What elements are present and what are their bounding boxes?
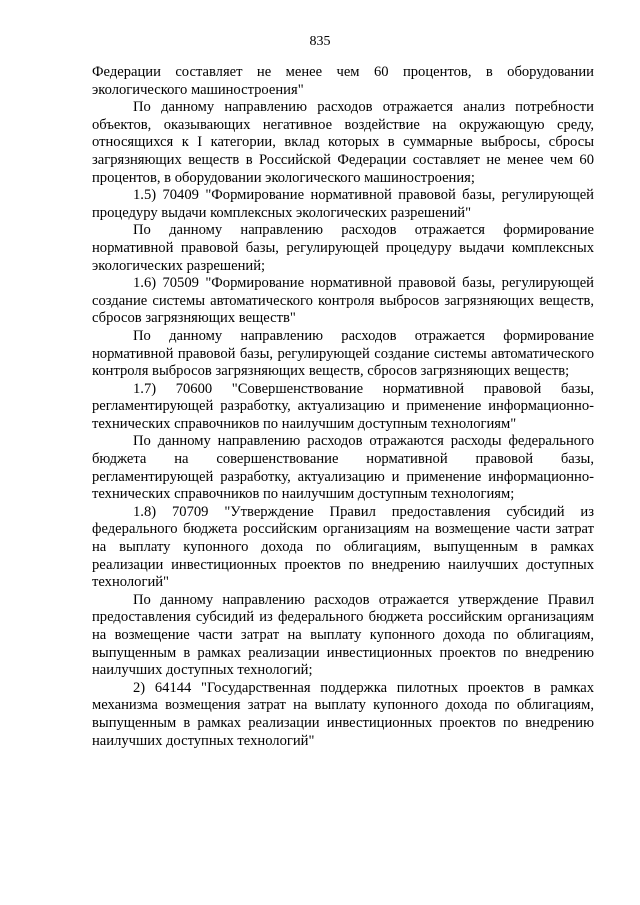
paragraph: По данному направлению расходов отражается утверждение Правил предоставления субсидий из федерального бюджета российским организациям на возмещение части затрат на выплату купонного дохода по облигациям, выпущенным в рамках реализации инвестиционных проектов по внедрению наилучших доступных технологий; xyxy=(92,591,594,679)
page-number: 835 xyxy=(309,34,331,49)
paragraph-item-2: 2) 64144 "Государственная поддержка пилотных проектов в рамках механизма возмещения затрат на выплату купонного дохода по облигациям, выпущенным в рамках реализации инвестиционных проектов по внедрению наилучших доступных технологий" xyxy=(92,679,594,749)
paragraph: По данному направлению расходов отражается формирование нормативной правовой базы, регулирующей создание системы автоматического контроля выбросов загрязняющих веществ, сбросов загрязняющих веществ; xyxy=(92,327,594,380)
paragraph: По данному направлению расходов отражается формирование нормативной правовой базы, регулирующей процедуру выдачи комплексных экологических разрешений; xyxy=(92,222,594,274)
paragraph-item-1-7: 1.7) 70600 "Совершенствование нормативной правовой базы, регламентирующей разработку, актуализацию и применение информационно-технических справочников по наилучшим доступным технологиям" xyxy=(92,380,594,432)
paragraph-item-1-6: 1.6) 70509 "Формирование нормативной правовой базы, регулирующей создание системы автоматического контроля выбросов загрязняющих веществ, сбросов загрязняющих веществ" xyxy=(92,275,594,327)
paragraph: По данному направлению расходов отражается анализ потребности объектов, оказывающих негативное воздействие на окружающую среду, относящихся к I категории, вклад которых в суммарные выбросы, сбросы загрязняющих веществ в Российской Федерации составляет не менее чем 60 процентов, в оборудовании экологического машиностроения; xyxy=(92,99,594,186)
paragraph-continuation: Федерации составляет не менее чем 60 процентов, в оборудовании экологического машиностроения" xyxy=(92,64,594,98)
paragraph-item-1-8: 1.8) 70709 "Утверждение Правил предоставления субсидий из федерального бюджета российским организациям на возмещение части затрат на выплату купонного дохода по облигациям, выпущенным в рамках реализации инвестиционных проектов по внедрению наилучших доступных технологий" xyxy=(92,503,594,591)
paragraph-item-1-5: 1.5) 70409 "Формирование нормативной правовой базы, регулирующей процедуру выдачи комплексных экологических разрешений" xyxy=(92,187,594,221)
document-body xyxy=(92,64,594,750)
paragraph: По данному направлению расходов отражаются расходы федерального бюджета на совершенствование нормативной правовой базы, регламентирующей разработку, актуализацию и применение информационно-технических справочников по наилучшим доступным технологиям; xyxy=(92,433,594,503)
